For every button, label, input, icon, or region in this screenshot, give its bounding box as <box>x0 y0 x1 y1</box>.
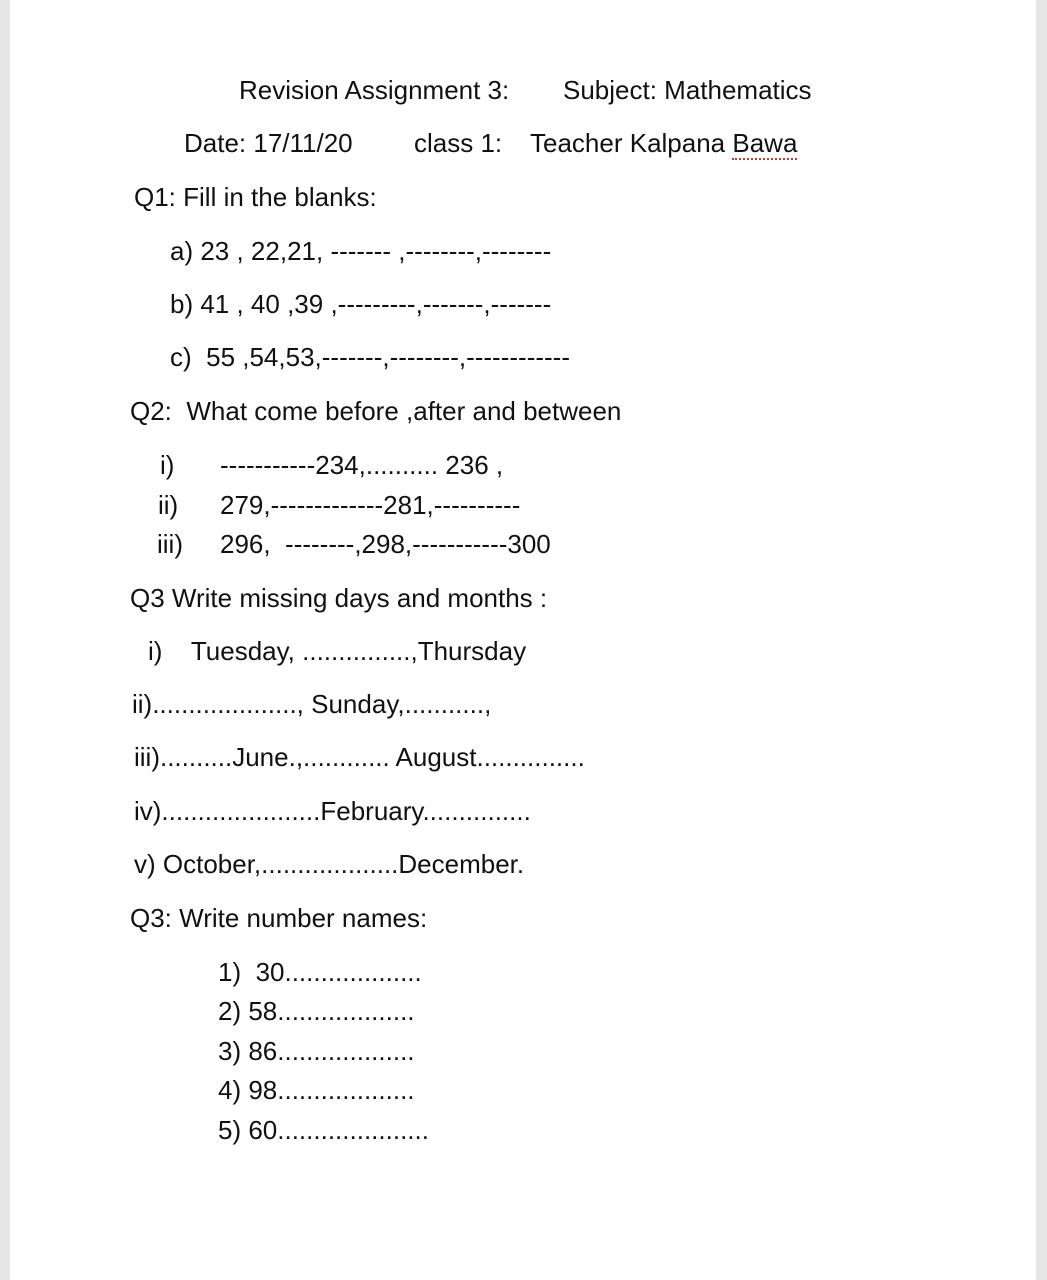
q2-item-text: 279,-------------281,---------- <box>220 490 521 520</box>
q3-item: iv)......................February............... <box>134 796 531 826</box>
q2-item-text: -----------234,.......... 236 , <box>220 450 504 480</box>
q4-item: 1) 30................... <box>218 957 422 987</box>
class-label: class 1: <box>414 128 503 158</box>
q4-item: 5) 60..................... <box>218 1115 429 1145</box>
q3-item: i) Tuesday, ...............,Thursday <box>148 636 527 666</box>
q3-item: ii)...................., Sunday,..........., <box>132 689 492 719</box>
teacher-label <box>530 128 797 158</box>
q4-item: 4) 98................... <box>218 1075 415 1105</box>
worksheet-page <box>10 0 1036 1280</box>
q3-item: v) October,...................December. <box>134 849 525 879</box>
q4-item: 2) 58................... <box>218 996 415 1026</box>
q1-title: Q1: Fill in the blanks: <box>134 182 377 212</box>
q2-item-num: ii) <box>158 490 179 520</box>
q2-item-num: i) <box>160 450 175 480</box>
q1-item-b: b) 41 , 40 ,39 ,---------,-------,------- <box>170 289 552 319</box>
q2-item-text: 296, --------,298,-----------300 <box>220 529 551 559</box>
assignment-title: Revision Assignment 3: <box>239 75 510 105</box>
q4-item: 3) 86................... <box>218 1036 415 1066</box>
teacher-prefix: Teacher Kalpana <box>530 128 733 158</box>
q4-title: Q3: Write number names: <box>130 903 428 933</box>
subject-label: Subject: Mathematics <box>563 75 812 105</box>
teacher-name: Bawa <box>732 128 798 158</box>
q1-item-a: a) 23 , 22,21, ------- ,--------,-------- <box>170 236 552 266</box>
q3-title: Q3 Write missing days and months : <box>130 583 548 613</box>
q2-title: Q2: What come before ,after and between <box>130 396 622 426</box>
date-label: Date: 17/11/20 <box>184 128 353 158</box>
q3-item: iii)..........June.,............ August............... <box>134 742 585 772</box>
q1-item-c: c) 55 ,54,53,-------,--------,------------ <box>170 342 570 372</box>
q2-item-num: iii) <box>157 529 183 559</box>
